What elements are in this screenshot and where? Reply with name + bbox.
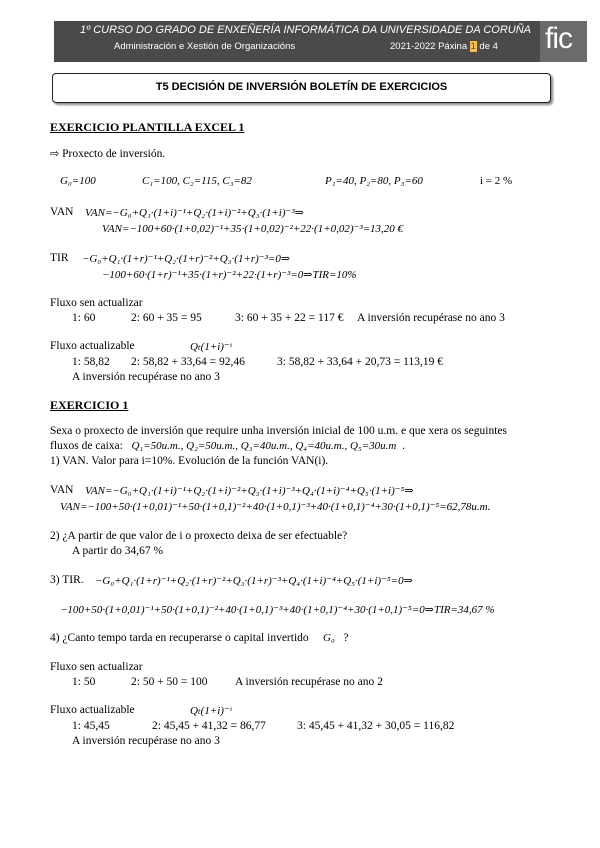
- plantilla-tir-formula: −G₀+Q₁·(1+r)⁻¹+Q₂·(1+r)⁻²+Q₃·(1+r)⁻³=0⇒: [82, 253, 291, 265]
- given-c: C₁=100, C₂=115, C₃=82: [142, 175, 252, 187]
- plantilla-van-label: VAN: [50, 206, 74, 218]
- ex1-fs1: 1: 50: [72, 676, 96, 688]
- title-box: [52, 73, 551, 103]
- ex1-answer-2: A partir do 34,67 %: [72, 545, 164, 557]
- header-year: 2021-2022 Páxina: [390, 41, 470, 52]
- ex1-flux-sen-label: Fluxo sen actualizar: [50, 661, 143, 673]
- plantilla-fs-note: A inversión recupérase no ano 3: [357, 312, 505, 324]
- plantilla-fs3: 3: 60 + 35 + 22 = 117 €: [235, 312, 344, 324]
- ex1-van-formula: VAN=−G₀+Q₁·(1+i)⁻¹+Q₂·(1+i)⁻²+Q₃·(1+i)⁻³+Q₄·(1+i)⁻⁴+Q₅·(1+i)⁻⁵⇒: [85, 485, 414, 497]
- ex1-van-result: VAN=−100+50·(1+0,01)⁻¹+50·(1+0,1)⁻²+40·(1+0,1)⁻³+40·(1+0,1)⁻⁴+30·(1+0,1)⁻⁵=62,78u.m.: [60, 501, 491, 513]
- header-course: Administración e Xestión de Organizacións: [114, 41, 296, 52]
- current-page-number: 1: [470, 41, 476, 51]
- ex1-fa-note: A inversión recupérase no ano 3: [72, 735, 220, 747]
- plantilla-fa-note: A inversión recupérase no ano 3: [72, 371, 220, 383]
- plantilla-fa1: 1: 58,82: [72, 356, 110, 368]
- ex1-question-3: 3) TIR.: [50, 574, 84, 586]
- heading-exercicio-1: EXERCICIO 1: [50, 398, 129, 412]
- header-page-info: [390, 41, 498, 52]
- ex1-question-4: [50, 632, 349, 644]
- ex1-tir-formula: −G₀+Q₁·(1+r)⁻¹+Q₂·(1+r)⁻²+Q₃·(1+r)⁻³+Q₄·(1+i)⁻⁴+Q₅·(1+i)⁻⁵=0⇒: [95, 575, 413, 587]
- plantilla-tir-label: TIR: [50, 252, 69, 264]
- ex1-fs2: 2: 50 + 50 = 100: [131, 676, 208, 688]
- plantilla-fa2: 2: 58,82 + 33,64 = 92,46: [131, 356, 245, 368]
- plantilla-tir-result: −100+60·(1+r)⁻¹+35·(1+r)⁻²+22·(1+r)⁻³=0⇒TIR=10%: [102, 269, 357, 281]
- ex1-cashflows: Q₁=50u.m., Q₂=50u.m., Q₃=40u.m., Q₄=40u.m., Q₅=30u.m: [131, 440, 397, 452]
- ex1-question-4-text: 4) ¿Canto tempo tarda en recuperarse o capital invertido: [50, 632, 309, 644]
- page-title: T5 DECISIÓN DE INVERSIÓN BOLETÍN DE EXERCICIOS: [155, 81, 448, 93]
- arrow-bullet-icon: ⇨: [50, 148, 60, 160]
- given-g0: G₀=100: [60, 175, 96, 187]
- plantilla-fa3: 3: 58,82 + 33,64 + 20,73 = 113,19 €: [277, 356, 443, 368]
- ex1-fa1: 1: 45,45: [72, 720, 110, 732]
- ex1-fs-note: A inversión recupérase no ano 2: [235, 676, 383, 688]
- page-total: de 4: [476, 41, 498, 52]
- ex1-intro-label: fluxos de caixa:: [50, 440, 123, 452]
- plantilla-van-formula: VAN=−G₀+Q₁·(1+i)⁻¹+Q₂·(1+i)⁻²+Q₃·(1+i)⁻³⇒: [85, 207, 304, 219]
- plantilla-flux-sen-label: Fluxo sen actualizar: [50, 297, 143, 309]
- ex1-question-4-end: ?: [343, 632, 349, 644]
- ex1-question-1: 1) VAN. Valor para i=10%. Evolución de la función VAN(i).: [50, 455, 329, 467]
- plantilla-flux-act-label: Fluxo actualizable: [50, 340, 135, 352]
- plantilla-fs1: 1: 60: [72, 312, 96, 324]
- ex1-flux-formula: Qₜ(1+i)⁻ᵗ: [190, 705, 232, 717]
- heading-plantilla: EXERCICIO PLANTILLA EXCEL 1: [50, 120, 245, 134]
- plantilla-intro: [50, 147, 165, 160]
- plantilla-fs2: 2: 60 + 35 = 95: [131, 312, 202, 324]
- ex1-intro-end: .: [402, 440, 405, 452]
- given-i: i = 2 %: [480, 175, 513, 187]
- plantilla-flux-formula: Qₜ(1+i)⁻ᵗ: [190, 341, 232, 353]
- ex1-van-label: VAN: [50, 484, 74, 496]
- header-university: 1º CURSO DO GRADO DE ENXEÑERÍA INFORMÁTICA DA UNIVERSIDADE DA CORUÑA: [80, 24, 531, 36]
- plantilla-van-result: VAN=−100+60·(1+0,02)⁻¹+35·(1+0,02)⁻²+22·(1+0,02)⁻³=13,20 €: [102, 223, 404, 235]
- given-p: P₁=40, P₂=80, P₃=60: [325, 175, 423, 187]
- ex1-fa2: 2: 45,45 + 41,32 = 86,77: [152, 720, 266, 732]
- fic-logo-text: fic: [545, 22, 572, 55]
- ex1-intro-line2: [50, 440, 405, 452]
- ex1-intro-line1: Sexa o proxecto de inversión que require unha inversión inicial de 100 u.m. e que xera os seguintes: [50, 425, 507, 437]
- ex1-g0: G₀: [323, 632, 335, 644]
- ex1-flux-act-label: Fluxo actualizable: [50, 704, 135, 716]
- plantilla-intro-text: Proxecto de inversión.: [62, 148, 166, 160]
- ex1-question-2: 2) ¿A partir de que valor de i o proxecto deixa de ser efectuable?: [50, 530, 348, 542]
- ex1-fa3: 3: 45,45 + 41,32 + 30,05 = 116,82: [297, 720, 455, 732]
- ex1-tir-result: −100+50·(1+0,01)⁻¹+50·(1+0,1)⁻²+40·(1+0,1)⁻³+40·(1+0,1)⁻⁴+30·(1+0,1)⁻⁵=0⇒TIR=34,67 %: [60, 604, 495, 616]
